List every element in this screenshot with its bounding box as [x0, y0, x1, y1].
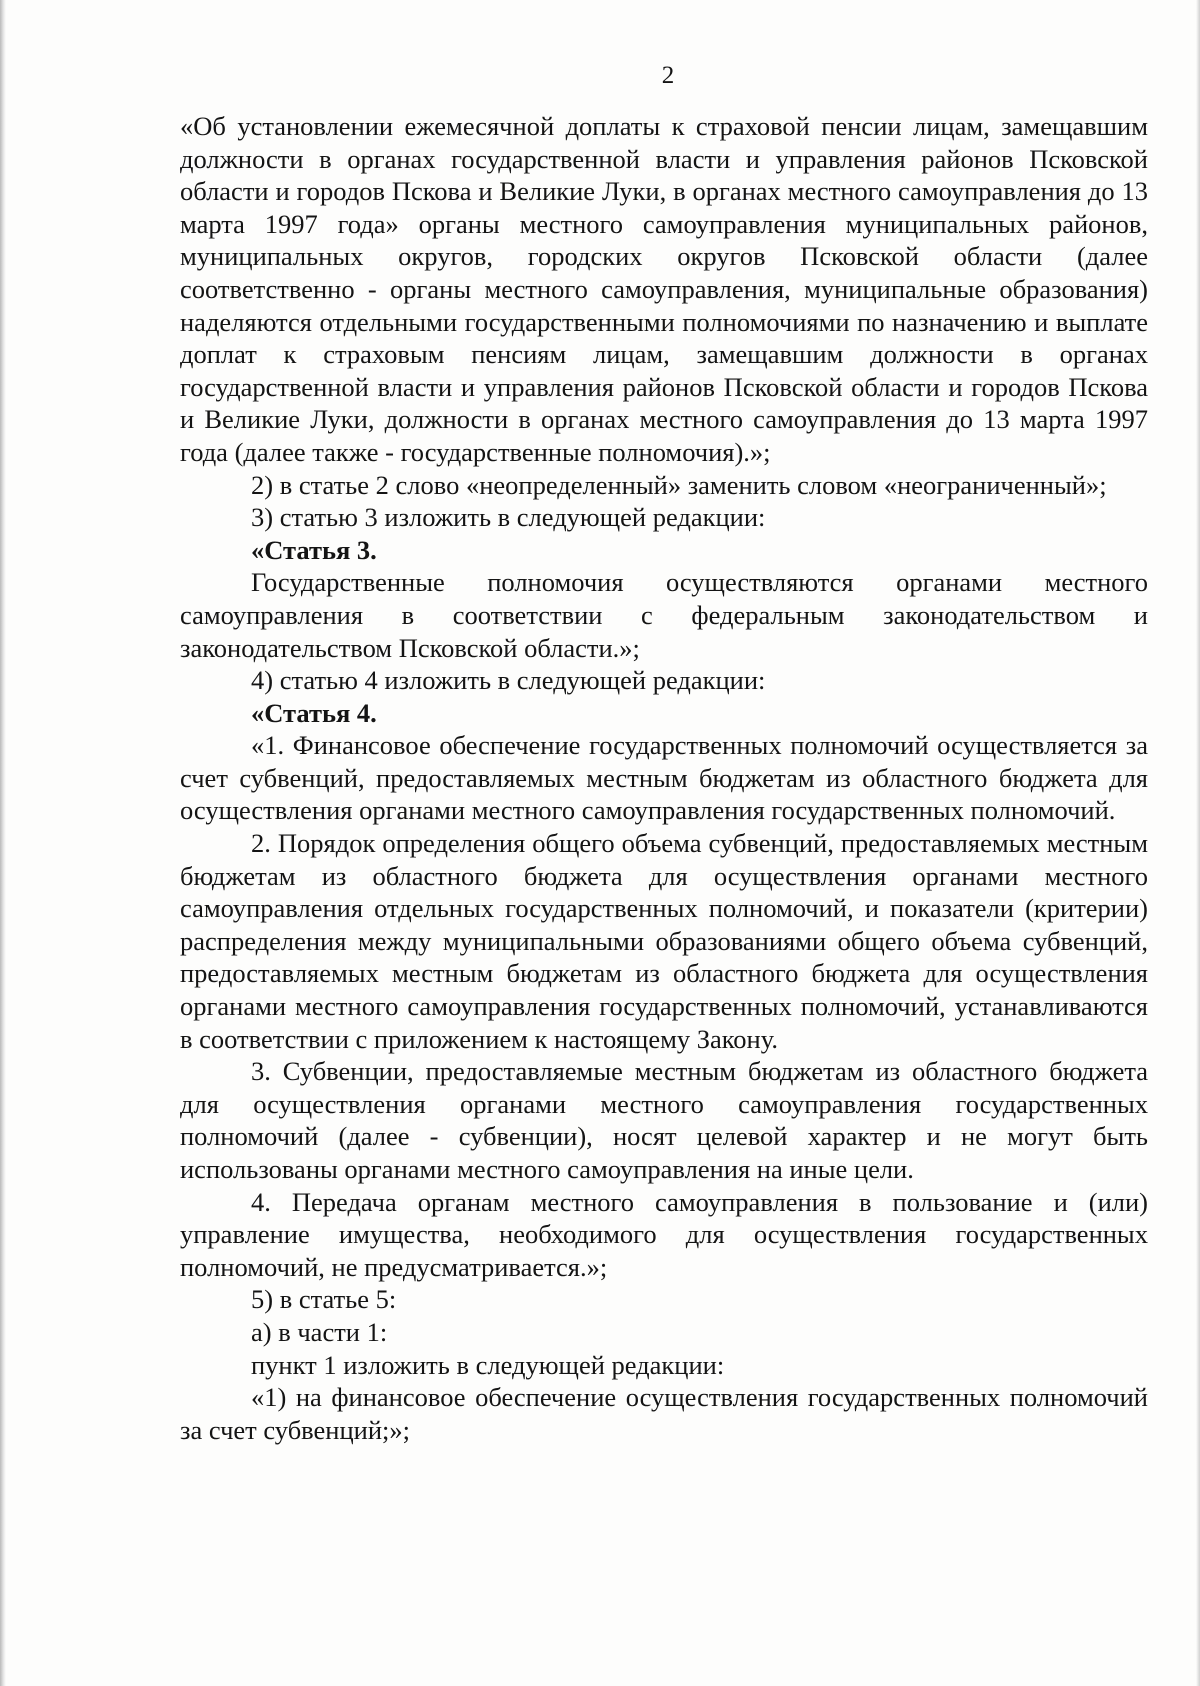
- scan-edge-left: [0, 0, 6, 1686]
- heading-article-4-text: «Статья 4.: [251, 697, 377, 728]
- paragraph-article-3-text: Государственные полномочия осуществляются органами местного самоуправления в соответствии с федеральным законодательством и законодательством Псковской области.»;: [180, 567, 1148, 663]
- paragraph-item-5: 5) в статье 5:: [251, 1284, 397, 1315]
- paragraph-item-5a-point-1: пункт 1 изложить в следующей редакции:: [251, 1349, 725, 1380]
- paragraph-article-4-part-1: «1. Финансовое обеспечение государственных полномочий осуществляется за счет субвенций, предоставляемых местным бюджетам из областного бюджета для осуществления органами местного самоуправления государственных полномочий.: [180, 730, 1148, 826]
- paragraph-article-4-part-4: 4. Передача органам местного самоуправления в пользование и (или) управление имущества, необходимого для осуществления государственных полномочий, не предусматривается.»;: [180, 1186, 1148, 1282]
- page-number: 2: [661, 62, 675, 89]
- paragraph-item-4: 4) статью 4 изложить в следующей редакции:: [251, 665, 766, 696]
- heading-article-4: [180, 697, 1148, 730]
- paragraph-item-5a: а) в части 1:: [251, 1316, 388, 1347]
- scan-edge-right: [1196, 0, 1200, 1686]
- paragraph-intro: «Об установлении ежемесячной доплаты к страховой пенсии лицам, замещавшим должности в органах государственной власти и управления районов Псковской области и городов Пскова и Великие Луки, в органах местного самоуправления до 13 марта 1997 года» органы местного самоуправления муниципальных районов, муниципальных округов, городских округов Псковской области (далее соответственно - органы местного самоуправления, муниципальные образования) наделяются отдельными государственными полномочиями по назначению и выплате доплат к страховым пенсиям лицам, замещавшим должности в органах государственной власти и управления районов Псковской области и городов Пскова и Великие Луки, должности в органах местного самоуправления до 13 марта 1997 года (далее также - государственные полномочия).»;: [180, 111, 1148, 467]
- paragraph-article-4-part-2: 2. Порядок определения общего объема субвенций, предоставляемых местным бюджетам из областного бюджета для осуществления органами местного самоуправления отдельных государственных полномочий, и показатели (критерии) распределения между муниципальными образованиями общего объема субвенций, предоставляемых местным бюджетам из областного бюджета для осуществления органами местного самоуправления государственных полномочий, устанавливаются в соответствии с приложением к настоящему Закону.: [180, 828, 1148, 1054]
- paragraph-item-5a-point-1-text: «1) на финансовое обеспечение осуществления государственных полномочий за счет субвенций;»;: [180, 1382, 1148, 1445]
- heading-article-3-text: «Статья 3.: [251, 534, 377, 565]
- heading-article-3: [180, 534, 1148, 567]
- paragraph-item-2: 2) в статье 2 слово «неопределенный» заменить словом «неограниченный»;: [251, 469, 1107, 500]
- paragraph-article-4-part-3: 3. Субвенции, предоставляемые местным бюджетам из областного бюджета для осуществления органами местного самоуправления государственных полномочий (далее - субвенции), носят целевой характер и не могут быть использованы органами местного самоуправления на иные цели.: [180, 1056, 1148, 1184]
- document-body: [180, 110, 1148, 1446]
- paragraph-item-3: 3) статью 3 изложить в следующей редакции:: [251, 502, 766, 533]
